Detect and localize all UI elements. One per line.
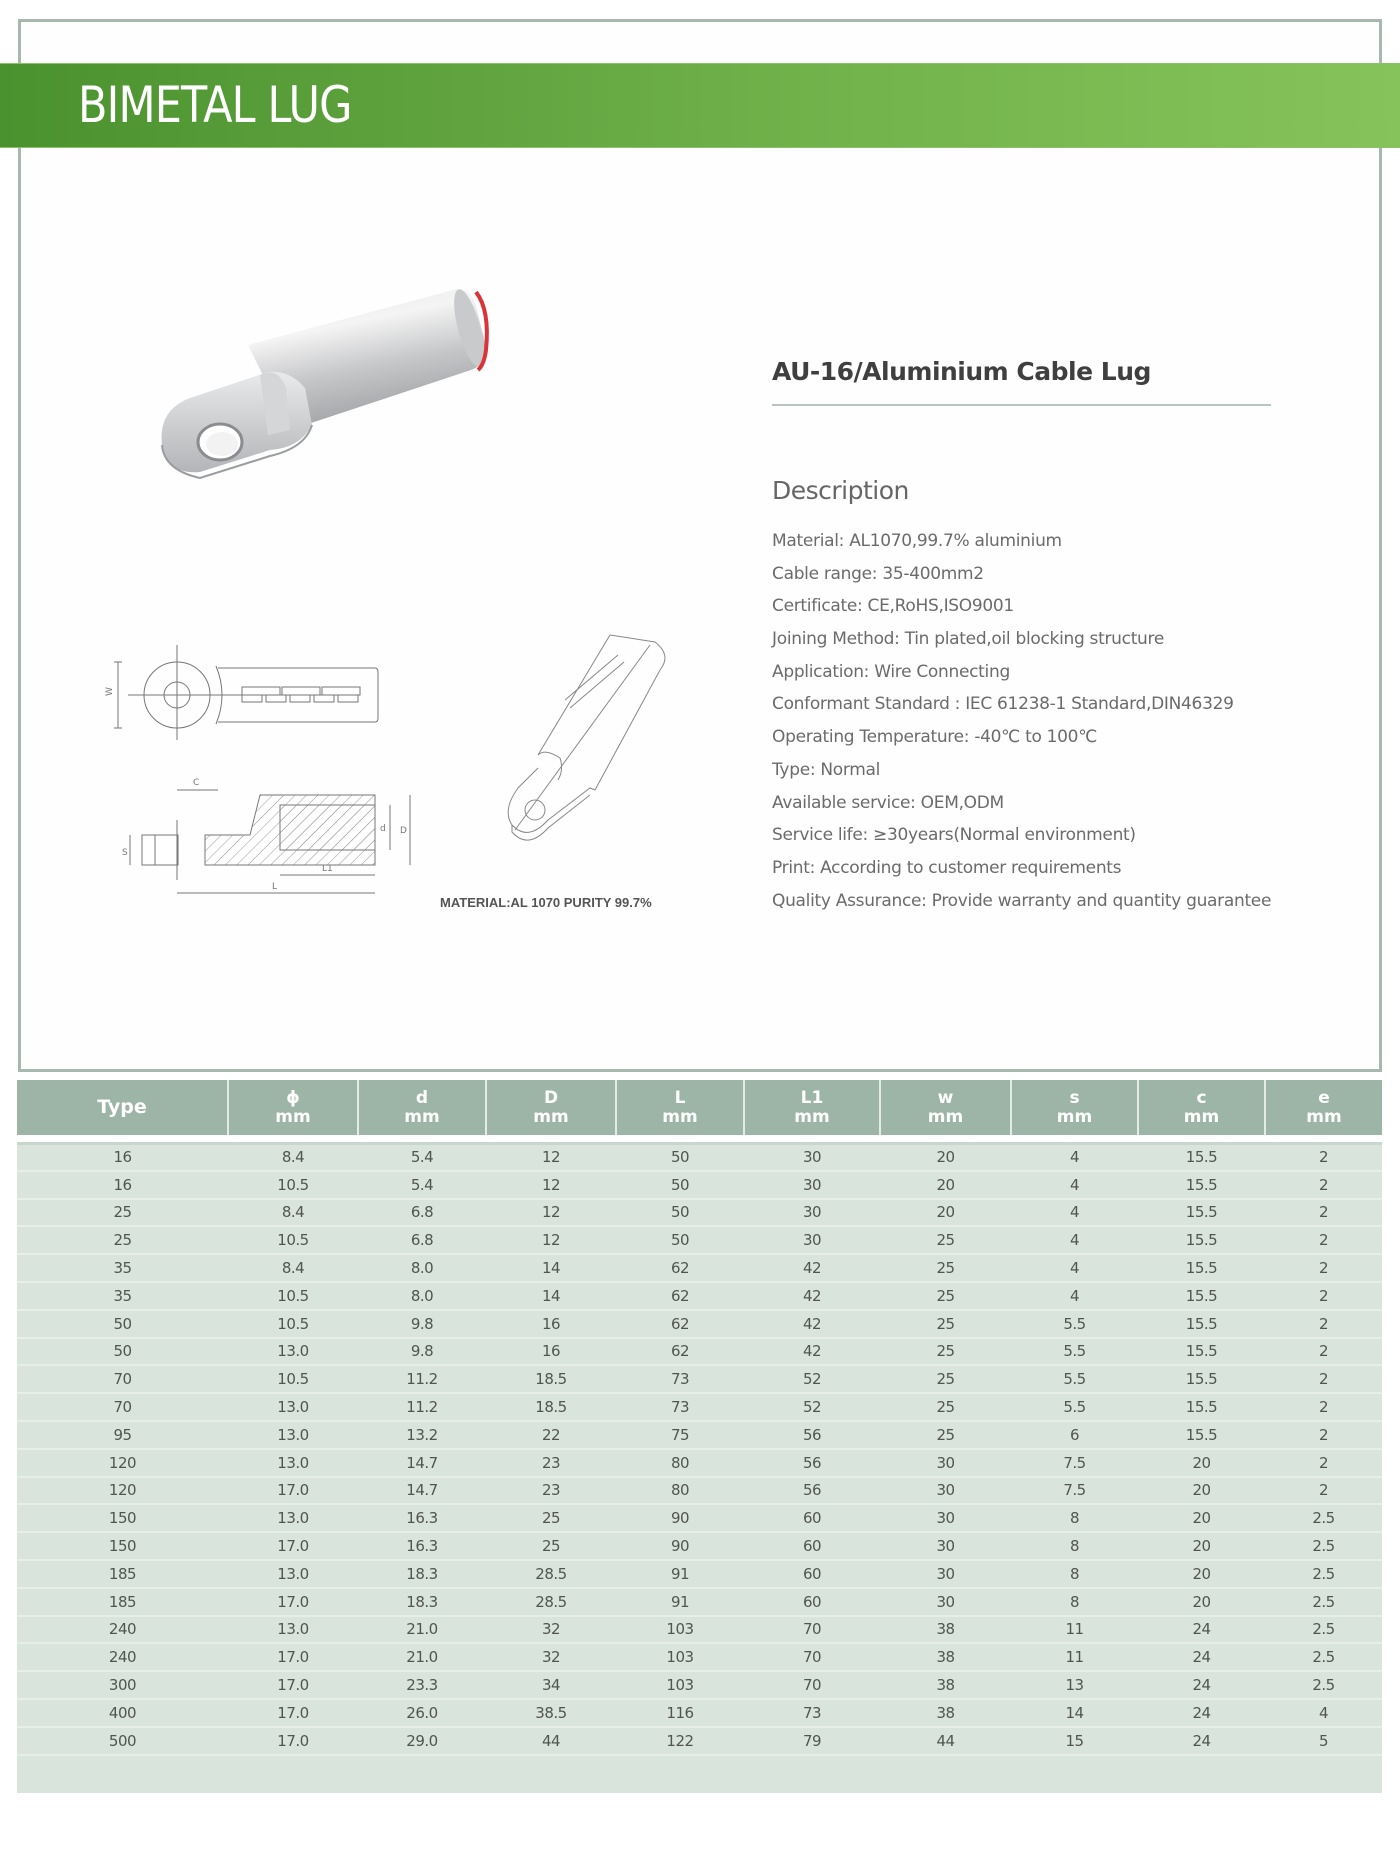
table-cell: 17.0: [228, 1671, 358, 1699]
table-cell: 56: [744, 1477, 880, 1505]
table-cell: 6: [1011, 1421, 1138, 1449]
table-cell: 116: [616, 1699, 744, 1727]
table-cell: 17.0: [228, 1727, 358, 1755]
table-row: [17, 1588, 1382, 1616]
table-cell: 42: [744, 1338, 880, 1366]
table-cell: 70: [17, 1365, 228, 1393]
table-cell: 90: [616, 1504, 744, 1532]
table-cell: 2: [1265, 1282, 1382, 1310]
table-cell: 25: [17, 1199, 228, 1227]
dimension-label-L1: L1: [322, 864, 333, 874]
table-cell: 91: [616, 1588, 744, 1616]
table-cell: 2: [1265, 1449, 1382, 1477]
table-cell: 13.0: [228, 1616, 358, 1644]
dimension-label-c: C: [193, 778, 200, 788]
table-cell: 20: [880, 1143, 1011, 1171]
table-cell: 13: [1011, 1671, 1138, 1699]
table-footer-padding: [17, 1755, 1382, 1793]
column-header-L: L mm: [616, 1080, 744, 1135]
table-cell: 21.0: [358, 1616, 486, 1644]
table-cell: 50: [616, 1143, 744, 1171]
dimension-label-d: d: [380, 824, 386, 834]
table-cell: 103: [616, 1643, 744, 1671]
column-header-d: d mm: [358, 1080, 486, 1135]
description-heading: Description: [772, 476, 909, 505]
table-cell: 80: [616, 1449, 744, 1477]
table-cell: 17.0: [228, 1643, 358, 1671]
table-cell: 15: [1011, 1727, 1138, 1755]
table-cell: 15.5: [1138, 1171, 1265, 1199]
table-cell: 13.0: [228, 1504, 358, 1532]
table-cell: 20: [1138, 1560, 1265, 1588]
table-cell: 23.3: [358, 1671, 486, 1699]
table-cell: 2: [1265, 1199, 1382, 1227]
column-header-c: c mm: [1138, 1080, 1265, 1135]
table-cell: 8.4: [228, 1143, 358, 1171]
table-cell: 8.0: [358, 1254, 486, 1282]
table-cell: 4: [1011, 1254, 1138, 1282]
table-cell: 29.0: [358, 1727, 486, 1755]
table-cell: 15.5: [1138, 1338, 1265, 1366]
table-cell: 25: [17, 1226, 228, 1254]
table-cell: 8: [1011, 1532, 1138, 1560]
table-cell: 20: [1138, 1504, 1265, 1532]
column-header-L1: L1 mm: [744, 1080, 880, 1135]
table-cell: 35: [17, 1254, 228, 1282]
table-cell: 35: [17, 1282, 228, 1310]
table-cell: 91: [616, 1560, 744, 1588]
table-cell: 103: [616, 1671, 744, 1699]
table-cell: 2: [1265, 1338, 1382, 1366]
table-cell: 2: [1265, 1226, 1382, 1254]
table-cell: 75: [616, 1421, 744, 1449]
table-row: [17, 1699, 1382, 1727]
table-cell: 120: [17, 1477, 228, 1505]
table-cell: 50: [616, 1199, 744, 1227]
column-header-D: D mm: [486, 1080, 616, 1135]
table-cell: 62: [616, 1310, 744, 1338]
table-cell: 62: [616, 1254, 744, 1282]
top-view-drawing-icon: [100, 630, 430, 740]
table-row: [17, 1338, 1382, 1366]
table-row: [17, 1449, 1382, 1477]
table-cell: 5.5: [1011, 1393, 1138, 1421]
table-cell: 15.5: [1138, 1199, 1265, 1227]
table-cell: 14.7: [358, 1477, 486, 1505]
table-cell: 18.3: [358, 1560, 486, 1588]
table-body: [17, 1143, 1382, 1793]
table-cell: 38: [880, 1699, 1011, 1727]
table-cell: 17.0: [228, 1588, 358, 1616]
table-cell: 240: [17, 1643, 228, 1671]
table-cell: 11.2: [358, 1365, 486, 1393]
table-cell: 44: [486, 1727, 616, 1755]
table-cell: 14: [1011, 1699, 1138, 1727]
column-header-type: Type: [17, 1080, 228, 1135]
title-banner: [0, 63, 1400, 148]
table-cell: 6.8: [358, 1226, 486, 1254]
table-cell: 13.0: [228, 1560, 358, 1588]
table-cell: 10.5: [228, 1365, 358, 1393]
table-cell: 8: [1011, 1588, 1138, 1616]
table-cell: 13.0: [228, 1338, 358, 1366]
specification-table: [17, 1080, 1382, 1793]
table-cell: 15.5: [1138, 1282, 1265, 1310]
dimension-label-w: W: [105, 687, 115, 696]
material-note: MATERIAL:AL 1070 PURITY 99.7%: [440, 895, 652, 910]
table-cell: 50: [17, 1310, 228, 1338]
table-cell: 20: [1138, 1449, 1265, 1477]
table-cell: 8: [1011, 1504, 1138, 1532]
table-cell: 25: [880, 1393, 1011, 1421]
table-row: [17, 1171, 1382, 1199]
table-cell: 38: [880, 1616, 1011, 1644]
table-cell: 16: [17, 1171, 228, 1199]
isometric-drawing-icon: [500, 620, 700, 850]
table-cell: 4: [1011, 1199, 1138, 1227]
table-cell: 5.4: [358, 1171, 486, 1199]
table-cell: 23: [486, 1477, 616, 1505]
table-cell: 185: [17, 1588, 228, 1616]
column-header-s: s mm: [1011, 1080, 1138, 1135]
table-cell: 25: [880, 1421, 1011, 1449]
table-cell: 42: [744, 1310, 880, 1338]
table-cell: 8.0: [358, 1282, 486, 1310]
table-cell: 25: [880, 1254, 1011, 1282]
table-cell: 17.0: [228, 1532, 358, 1560]
table-cell: 15.5: [1138, 1393, 1265, 1421]
table-cell: 4: [1011, 1143, 1138, 1171]
table-cell: 18.5: [486, 1393, 616, 1421]
description-item: Application: Wire Connecting: [772, 661, 1010, 682]
table-cell: 5.5: [1011, 1310, 1138, 1338]
table-cell: 73: [616, 1393, 744, 1421]
table-cell: 15.5: [1138, 1365, 1265, 1393]
table-cell: 38: [880, 1671, 1011, 1699]
table-cell: 8.4: [228, 1254, 358, 1282]
table-cell: 52: [744, 1393, 880, 1421]
table-cell: 24: [1138, 1616, 1265, 1644]
table-row: [17, 1199, 1382, 1227]
table-cell: 95: [17, 1421, 228, 1449]
table-cell: 11.2: [358, 1393, 486, 1421]
table-cell: 5.4: [358, 1143, 486, 1171]
table-cell: 16: [17, 1143, 228, 1171]
table-cell: 28.5: [486, 1560, 616, 1588]
table-row: [17, 1504, 1382, 1532]
table-cell: 12: [486, 1171, 616, 1199]
table-cell: 2.5: [1265, 1532, 1382, 1560]
table-cell: 24: [1138, 1671, 1265, 1699]
table-cell: 16.3: [358, 1532, 486, 1560]
table-cell: 12: [486, 1226, 616, 1254]
column-header-e: e mm: [1265, 1080, 1382, 1135]
dimension-label-s: S: [122, 848, 128, 858]
table-cell: 23: [486, 1449, 616, 1477]
table-cell: 42: [744, 1254, 880, 1282]
table-cell: 24: [1138, 1699, 1265, 1727]
table-cell: 122: [616, 1727, 744, 1755]
table-cell: 32: [486, 1616, 616, 1644]
table-cell: 25: [880, 1365, 1011, 1393]
table-cell: 16: [486, 1310, 616, 1338]
description-list: [772, 527, 1271, 919]
table-cell: 4: [1011, 1226, 1138, 1254]
table-cell: 62: [616, 1338, 744, 1366]
table-row: [17, 1532, 1382, 1560]
table-cell: 8: [1011, 1560, 1138, 1588]
table-cell: 10.5: [228, 1310, 358, 1338]
table-row: [17, 1671, 1382, 1699]
table-cell: 185: [17, 1560, 228, 1588]
table-cell: 44: [880, 1727, 1011, 1755]
table-cell: 150: [17, 1504, 228, 1532]
aluminium-cable-lug-photo-icon: [150, 270, 510, 510]
table-cell: 56: [744, 1421, 880, 1449]
table-cell: 120: [17, 1449, 228, 1477]
table-cell: 11: [1011, 1616, 1138, 1644]
table-cell: 2.5: [1265, 1588, 1382, 1616]
table-row: [17, 1254, 1382, 1282]
table-row: [17, 1560, 1382, 1588]
table-row: [17, 1282, 1382, 1310]
table-cell: 15.5: [1138, 1310, 1265, 1338]
table-cell: 2.5: [1265, 1560, 1382, 1588]
description-item: Operating Temperature: -40℃ to 100℃: [772, 727, 1097, 748]
table-cell: 400: [17, 1699, 228, 1727]
table-cell: 30: [744, 1226, 880, 1254]
table-cell: 14: [486, 1282, 616, 1310]
description-item: Joining Method: Tin plated,oil blocking structure: [772, 629, 1165, 650]
table-cell: 10.5: [228, 1282, 358, 1310]
table-cell: 13.0: [228, 1449, 358, 1477]
table-cell: 20: [880, 1171, 1011, 1199]
table-cell: 30: [880, 1449, 1011, 1477]
table-cell: 14: [486, 1254, 616, 1282]
table-cell: 240: [17, 1616, 228, 1644]
table-cell: 30: [880, 1504, 1011, 1532]
table-cell: 52: [744, 1365, 880, 1393]
description-item: Cable range: 35-400mm2: [772, 563, 984, 584]
table-cell: 18.3: [358, 1588, 486, 1616]
table-cell: 2: [1265, 1310, 1382, 1338]
table-cell: 90: [616, 1532, 744, 1560]
table-cell: 30: [880, 1477, 1011, 1505]
table-cell: 30: [744, 1199, 880, 1227]
table-cell: 22: [486, 1421, 616, 1449]
table-cell: 25: [486, 1504, 616, 1532]
table-cell: 150: [17, 1532, 228, 1560]
table-cell: 25: [880, 1226, 1011, 1254]
table-cell: 11: [1011, 1643, 1138, 1671]
table-cell: 13.0: [228, 1393, 358, 1421]
table-cell: 50: [616, 1171, 744, 1199]
table-row: [17, 1143, 1382, 1171]
table-cell: 4: [1265, 1699, 1382, 1727]
description-item: Print: According to customer requirements: [772, 857, 1122, 878]
table-header-row: [17, 1080, 1382, 1135]
table-row: [17, 1226, 1382, 1254]
table-cell: 60: [744, 1560, 880, 1588]
table-cell: 42: [744, 1282, 880, 1310]
table-row: [17, 1310, 1382, 1338]
table-cell: 17.0: [228, 1699, 358, 1727]
column-header-phi: ϕ mm: [228, 1080, 358, 1135]
table-cell: 20: [1138, 1532, 1265, 1560]
table-cell: 10.5: [228, 1171, 358, 1199]
table-cell: 2: [1265, 1393, 1382, 1421]
table-cell: 79: [744, 1727, 880, 1755]
table-cell: 18.5: [486, 1365, 616, 1393]
table-cell: 70: [17, 1393, 228, 1421]
table-row: [17, 1616, 1382, 1644]
title-divider: [772, 404, 1271, 406]
table-cell: 34: [486, 1671, 616, 1699]
table-cell: 73: [744, 1699, 880, 1727]
table-cell: 4: [1011, 1282, 1138, 1310]
table-row: [17, 1365, 1382, 1393]
table-cell: 10.5: [228, 1226, 358, 1254]
table-cell: 6.8: [358, 1199, 486, 1227]
table-cell: 12: [486, 1199, 616, 1227]
product-title: AU-16/Aluminium Cable Lug: [772, 357, 1151, 386]
table-cell: 70: [744, 1671, 880, 1699]
header-spacer: [17, 1135, 1382, 1143]
table-cell: 2: [1265, 1171, 1382, 1199]
table-cell: 17.0: [228, 1477, 358, 1505]
table-cell: 2.5: [1265, 1643, 1382, 1671]
table-cell: 30: [880, 1532, 1011, 1560]
table-cell: 5.5: [1011, 1365, 1138, 1393]
table-cell: 30: [880, 1560, 1011, 1588]
table-cell: 30: [744, 1143, 880, 1171]
table-cell: 16: [486, 1338, 616, 1366]
table-cell: 103: [616, 1616, 744, 1644]
table-cell: 15.5: [1138, 1421, 1265, 1449]
table-cell: 70: [744, 1643, 880, 1671]
table-cell: 15.5: [1138, 1143, 1265, 1171]
table-cell: 500: [17, 1727, 228, 1755]
table-cell: 2.5: [1265, 1616, 1382, 1644]
description-item: Quality Assurance: Provide warranty and quantity guarantee: [772, 890, 1272, 911]
table-cell: 32: [486, 1643, 616, 1671]
table-cell: 9.8: [358, 1338, 486, 1366]
table-cell: 60: [744, 1588, 880, 1616]
table-cell: 50: [616, 1226, 744, 1254]
table-cell: 20: [1138, 1588, 1265, 1616]
table-cell: 4: [1011, 1171, 1138, 1199]
table-cell: 300: [17, 1671, 228, 1699]
table-cell: 30: [744, 1171, 880, 1199]
description-item: Material: AL1070,99.7% aluminium: [772, 531, 1062, 551]
table-cell: 13.0: [228, 1421, 358, 1449]
page-title: BIMETAL LUG: [78, 76, 352, 134]
table-cell: 9.8: [358, 1310, 486, 1338]
table-row: [17, 1727, 1382, 1755]
table-cell: 38.5: [486, 1699, 616, 1727]
table-cell: 50: [17, 1338, 228, 1366]
table-cell: 28.5: [486, 1588, 616, 1616]
table-cell: 25: [486, 1532, 616, 1560]
table-cell: 73: [616, 1365, 744, 1393]
table-cell: 60: [744, 1504, 880, 1532]
table-cell: 30: [880, 1588, 1011, 1616]
table-row: [17, 1393, 1382, 1421]
table-cell: 56: [744, 1449, 880, 1477]
table-cell: 38: [880, 1643, 1011, 1671]
description-item: Type: Normal: [772, 759, 881, 780]
table-cell: 25: [880, 1338, 1011, 1366]
table-cell: 2: [1265, 1143, 1382, 1171]
table-cell: 2.5: [1265, 1671, 1382, 1699]
table-cell: 14.7: [358, 1449, 486, 1477]
table-cell: 12: [486, 1143, 616, 1171]
table-cell: 70: [744, 1616, 880, 1644]
table-cell: 25: [880, 1310, 1011, 1338]
table-cell: 60: [744, 1532, 880, 1560]
table-cell: 8.4: [228, 1199, 358, 1227]
table-cell: 7.5: [1011, 1477, 1138, 1505]
table-cell: 62: [616, 1282, 744, 1310]
table-cell: 5: [1265, 1727, 1382, 1755]
table-cell: 15.5: [1138, 1226, 1265, 1254]
description-item: Available service: OEM,ODM: [772, 792, 1004, 813]
table-row: [17, 1643, 1382, 1671]
table-cell: 20: [880, 1199, 1011, 1227]
table-cell: 5.5: [1011, 1338, 1138, 1366]
table-cell: 24: [1138, 1727, 1265, 1755]
side-view-drawing-icon: [100, 775, 430, 900]
table-cell: 20: [1138, 1477, 1265, 1505]
table-cell: 7.5: [1011, 1449, 1138, 1477]
table-cell: 15.5: [1138, 1254, 1265, 1282]
table-cell: 2: [1265, 1254, 1382, 1282]
table-cell: 26.0: [358, 1699, 486, 1727]
table-cell: 2: [1265, 1365, 1382, 1393]
description-item: Conformant Standard : IEC 61238-1 Standard,DIN46329: [772, 694, 1234, 715]
table-cell: 16.3: [358, 1504, 486, 1532]
column-header-w: w mm: [880, 1080, 1011, 1135]
table-cell: 21.0: [358, 1643, 486, 1671]
table-cell: 24: [1138, 1643, 1265, 1671]
table-cell: 25: [880, 1282, 1011, 1310]
table-cell: 80: [616, 1477, 744, 1505]
dimension-label-L: L: [272, 882, 278, 892]
table-row: [17, 1421, 1382, 1449]
table-cell: 2: [1265, 1477, 1382, 1505]
table-row: [17, 1477, 1382, 1505]
dimension-label-D: D: [400, 826, 407, 836]
table-cell: 13.2: [358, 1421, 486, 1449]
table-cell: 2.5: [1265, 1504, 1382, 1532]
description-item: Service life: ≥30years(Normal environment): [772, 825, 1136, 846]
table-cell: 2: [1265, 1421, 1382, 1449]
description-item: Certificate: CE,RoHS,ISO9001: [772, 596, 1014, 617]
